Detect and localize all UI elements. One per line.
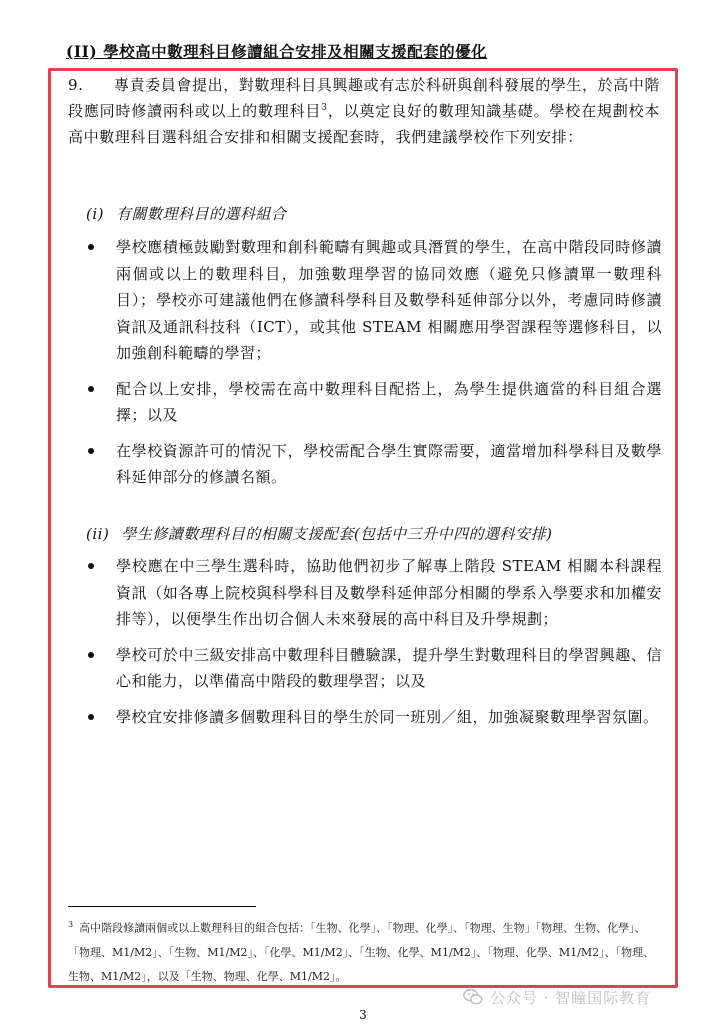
paragraph-9 bbox=[68, 72, 660, 150]
subsection-ii-title: 學生修讀數理科目的相關支援配套(包括中三升中四的選科安排) bbox=[121, 525, 553, 543]
subsection-ii-roman: (ii) bbox=[86, 525, 110, 543]
list-item-text: 學校應積極鼓勵對數理和創科範疇有興趣或具潛質的學生，在高中階段同時修讀兩個或以上的數理科目，加強數理學習的協同效應（避免只修讀單一數理科目）；學校亦可建議他們在修讀科學科目及數學科延伸部分以外，考慮同時修讀資訊及通訊科技科（ICT），或其他 STEAM 相關應用學習課程等選修科目，以加強創科範疇的學習； bbox=[116, 238, 662, 362]
wechat-icon bbox=[462, 986, 484, 1008]
footnote-ref[interactable]: 3 bbox=[321, 103, 328, 113]
list-item bbox=[86, 234, 662, 367]
subsection-i-title: 有關數理科目的選科組合 bbox=[116, 205, 287, 223]
bullet-icon bbox=[88, 386, 94, 392]
list-item-text: 學校應在中三學生選科時，協助他們初步了解專上階段 STEAM 相關本科課程資訊（如各專上院校與科學科目及數學科延伸部分相關的學系入學要求和加權安排等），以便學生作出切合個人未來發展的高中科目及升學規劃； bbox=[116, 557, 662, 628]
bullet-icon bbox=[88, 448, 94, 454]
bullet-icon bbox=[88, 244, 94, 250]
bullet-icon bbox=[88, 652, 94, 658]
list-item bbox=[86, 438, 662, 491]
subsection-ii-heading bbox=[86, 523, 553, 544]
paragraph-number: 9. bbox=[68, 76, 84, 94]
list-item-text: 學校宜安排修讀多個數理科目的學生於同一班別／組，加強凝聚數理學習氛圍。 bbox=[116, 707, 659, 726]
footnote-divider bbox=[68, 906, 256, 907]
watermark bbox=[462, 984, 651, 1010]
paragraph-text-1: 專責委員會提出，對數理科目具興趣或有志於科研與創科發展的學生，於高中階段應同時修讀兩科或以上的數理科目 bbox=[68, 76, 661, 120]
paragraph-text-2: ，以奠定良好的數理知識基礎。學校在規劃校本高中數理科目選科組合安排和相關支援配套時，我們建議學校作下列安排： bbox=[68, 102, 660, 146]
bullet-icon bbox=[88, 563, 94, 569]
footnote-text: 高中階段修讀兩個或以上數理科目的組合包括：「生物、化學」、「物理、化學」、「物理、生物」「物理、生物、化學」、「物理、M1/M2」、「生物、M1/M2」、「化學、M1/M2」、「生物、化學、M1/M2」、「物理、化學、M1/M2」、「物理、生物、M1/M2」，以及「生物、物理、化學、M1/M2」。 bbox=[68, 921, 655, 983]
subsection-i-heading bbox=[86, 203, 287, 224]
list-item bbox=[86, 704, 662, 731]
subsection-i-bullets bbox=[86, 234, 662, 500]
footnote bbox=[68, 913, 660, 989]
subsection-ii-bullets bbox=[86, 553, 662, 739]
section-title: (II) 學校高中數理科目修讀組合安排及相關支援配套的優化 bbox=[66, 42, 488, 61]
subsection-i-roman: (i) bbox=[86, 205, 105, 223]
list-item-text: 配合以上安排，學校需在高中數理科目配搭上，為學生提供適當的科目組合選擇；以及 bbox=[116, 379, 662, 424]
bullet-icon bbox=[88, 714, 94, 720]
footnote-marker: 3 bbox=[68, 920, 74, 929]
list-item bbox=[86, 553, 662, 633]
list-item-text: 學校可於中三級安排高中數理科目體驗課，提升學生對數理科目的學習興趣、信心和能力，以準備高中階段的數理學習；以及 bbox=[116, 645, 662, 690]
page-number: 3 bbox=[359, 1008, 367, 1022]
watermark-text: 公众号 · 智瞳国际教育 bbox=[490, 988, 652, 1007]
list-item bbox=[86, 642, 662, 695]
list-item bbox=[86, 376, 662, 429]
list-item-text: 在學校資源許可的情況下，學校需配合學生實際需要，適當增加科學科目及數學科延伸部分的修讀名額。 bbox=[116, 441, 662, 486]
